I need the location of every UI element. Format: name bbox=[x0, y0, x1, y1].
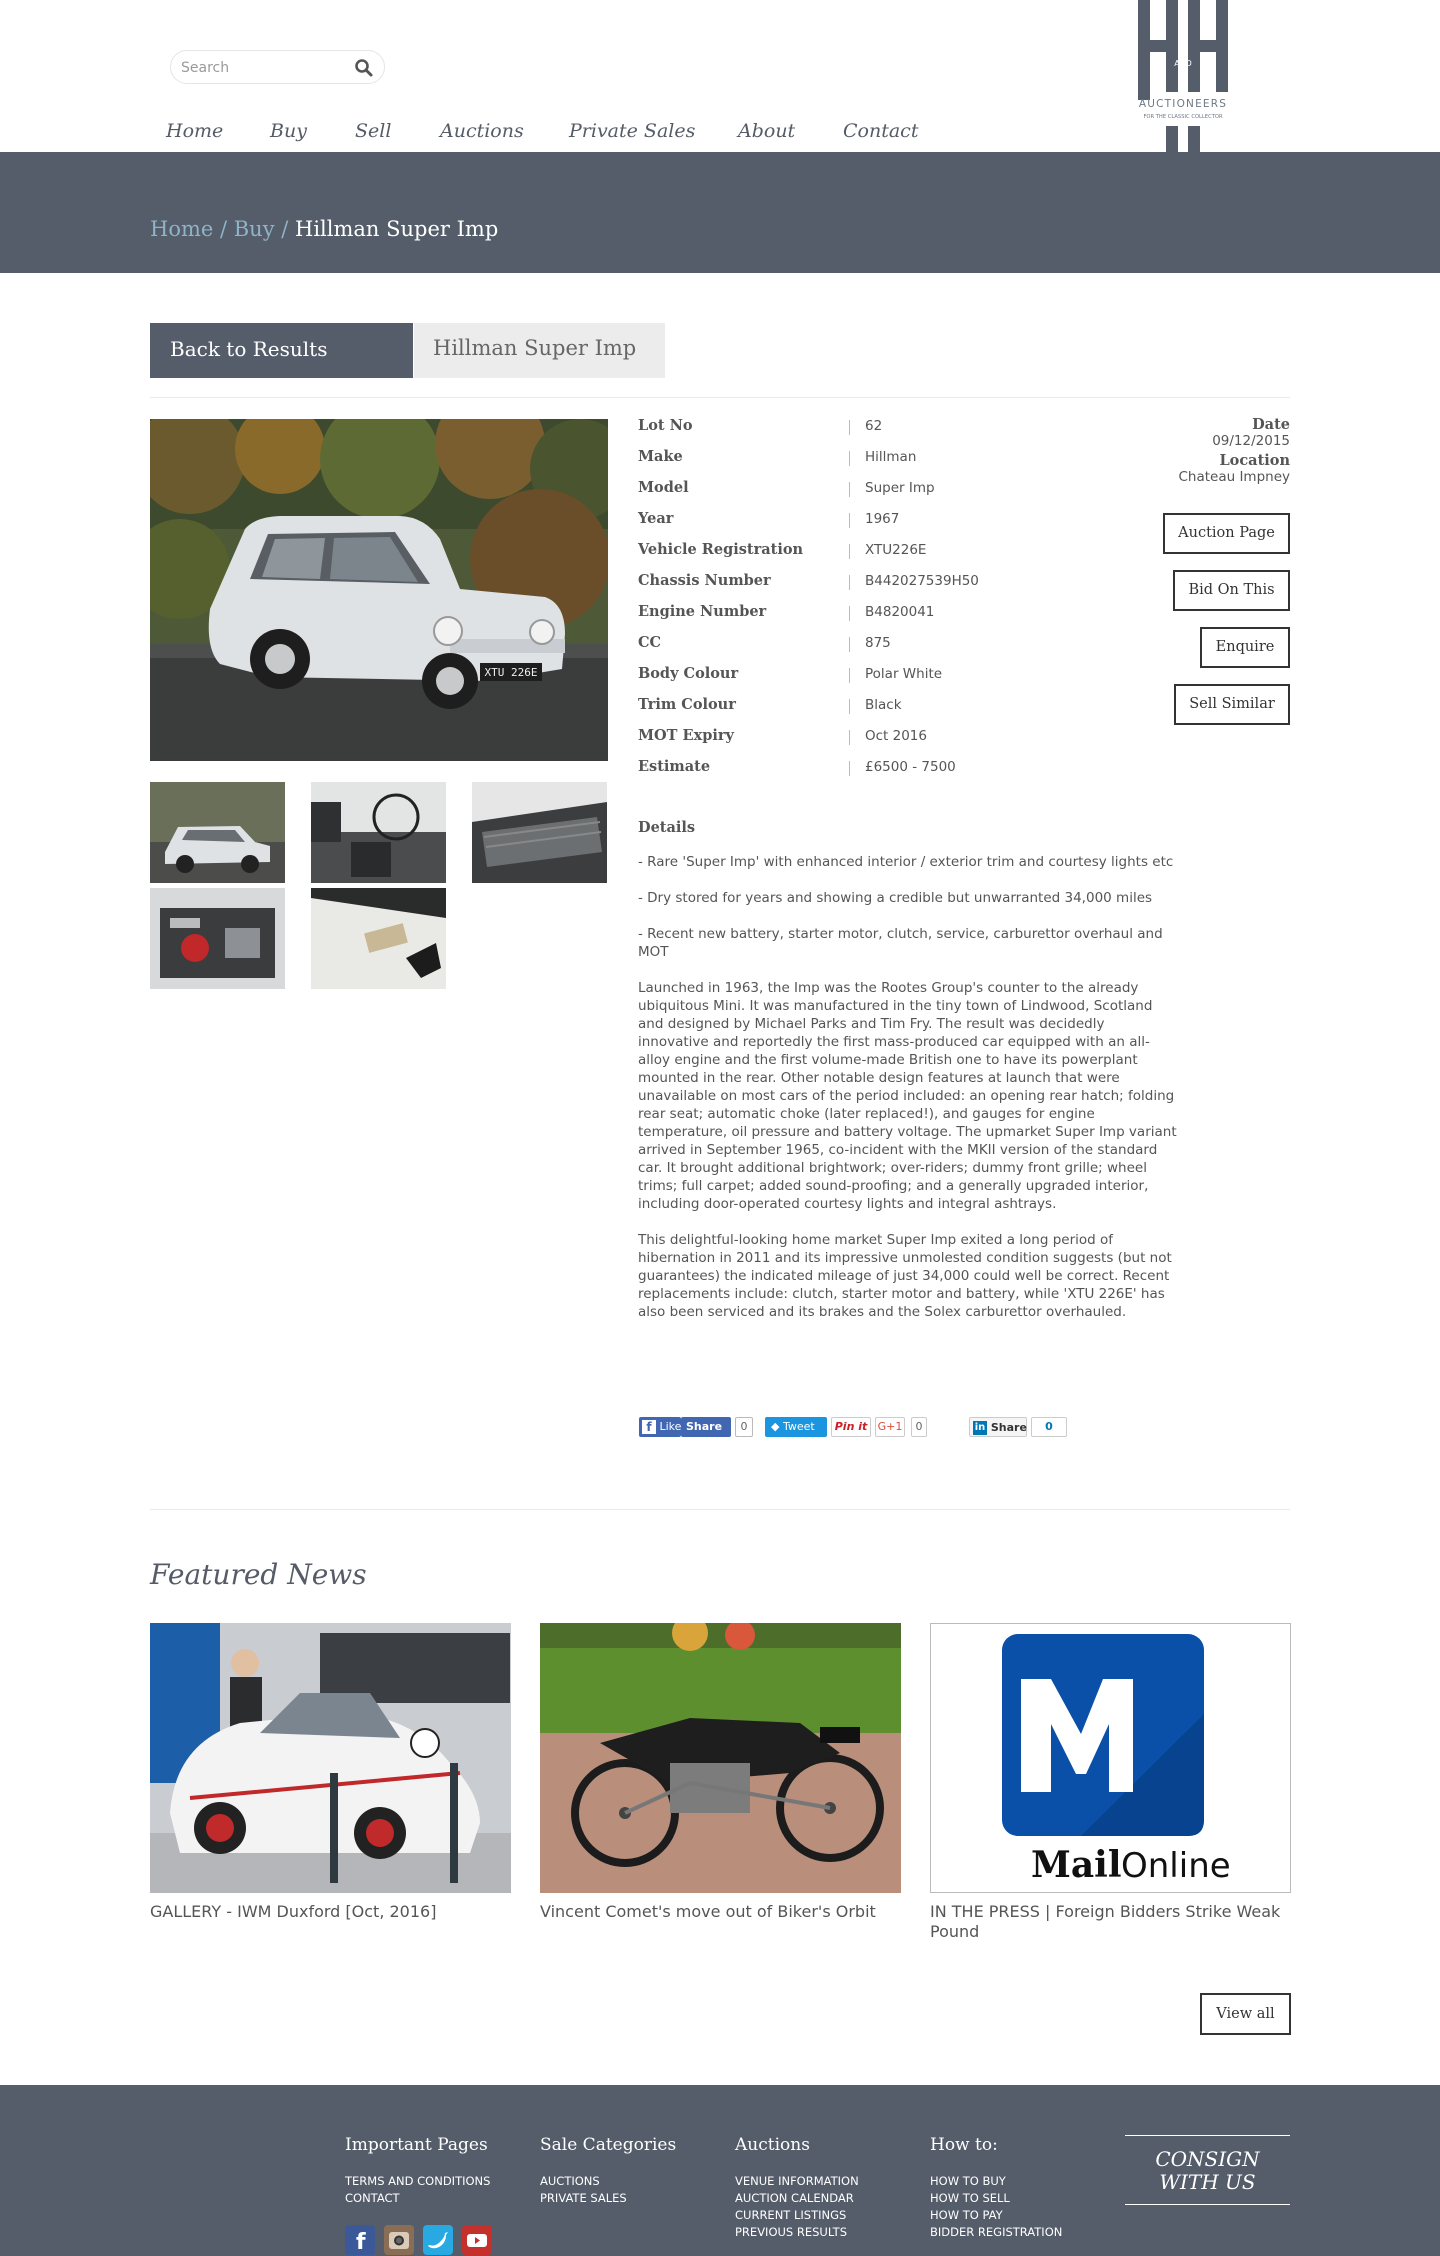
spec-value: B4820041 bbox=[865, 604, 935, 620]
spec-divider bbox=[849, 637, 850, 652]
details-paragraph: - Dry stored for years and showing a credible but unwarranted 34,000 miles bbox=[638, 890, 1153, 906]
page-banner bbox=[0, 152, 1440, 273]
nav-contact[interactable]: Contact bbox=[843, 120, 919, 142]
nav-auctions[interactable]: Auctions bbox=[440, 120, 524, 142]
thumbnail-rear-seat[interactable] bbox=[472, 782, 607, 883]
spec-divider bbox=[849, 699, 850, 714]
facebook-share-button[interactable]: Share bbox=[681, 1417, 731, 1437]
footer-link-terms[interactable]: TERMS AND CONDITIONS bbox=[345, 2174, 491, 2188]
instagram-icon[interactable] bbox=[384, 2225, 414, 2255]
news-caption[interactable]: GALLERY - IWM Duxford [Oct, 2016] bbox=[150, 1902, 437, 1921]
spec-row-year bbox=[638, 510, 1088, 534]
footer-link-current[interactable]: CURRENT LISTINGS bbox=[735, 2208, 847, 2222]
footer-link-how-to-buy[interactable]: HOW TO BUY bbox=[930, 2174, 1006, 2188]
footer-link-contact[interactable]: CONTACT bbox=[345, 2191, 400, 2205]
twitter-icon: ◆ bbox=[771, 1420, 780, 1433]
linkedin-icon: in bbox=[974, 1422, 986, 1433]
spec-label: Chassis Number bbox=[638, 572, 771, 589]
lot-details bbox=[638, 819, 1178, 1339]
date-value: 09/12/2015 bbox=[1212, 433, 1290, 449]
consign-with-us-button[interactable] bbox=[1125, 2135, 1290, 2205]
spec-row-cc bbox=[638, 634, 1088, 658]
spec-value: Oct 2016 bbox=[865, 728, 927, 744]
svg-text:f: f bbox=[356, 2230, 366, 2255]
location-label: Location bbox=[1219, 452, 1290, 469]
sell-similar-button[interactable]: Sell Similar bbox=[1174, 684, 1290, 725]
spec-row-engine bbox=[638, 603, 1088, 627]
facebook-icon: f bbox=[642, 1420, 656, 1434]
facebook-like-label: Like bbox=[659, 1420, 682, 1433]
spec-divider bbox=[849, 761, 850, 776]
nav-sell[interactable]: Sell bbox=[355, 120, 392, 142]
logo-tagline: FOR THE CLASSIC COLLECTOR bbox=[1143, 114, 1223, 120]
footer-heading: Important Pages bbox=[345, 2135, 488, 2155]
spec-row-registration bbox=[638, 541, 1088, 565]
breadcrumb-separator: / bbox=[274, 217, 296, 241]
news-image-mailonline[interactable] bbox=[930, 1623, 1291, 1893]
spec-label: Vehicle Registration bbox=[638, 541, 804, 558]
spec-divider bbox=[849, 420, 850, 435]
share-bar bbox=[639, 1417, 1069, 1439]
footer-link-bidder-registration[interactable]: BIDDER REGISTRATION bbox=[930, 2225, 1063, 2239]
details-paragraph: - Rare 'Super Imp' with enhanced interior / exterior trim and courtesy lights etc bbox=[638, 854, 1174, 870]
back-to-results-button[interactable]: Back to Results bbox=[150, 323, 413, 378]
facebook-like-button[interactable] bbox=[639, 1417, 681, 1437]
spec-divider bbox=[849, 606, 850, 621]
spec-value: 875 bbox=[865, 635, 891, 651]
spec-label: Engine Number bbox=[638, 603, 767, 620]
news-card[interactable] bbox=[150, 1623, 511, 1922]
spec-value: B442027539H50 bbox=[865, 573, 979, 589]
news-image-duxford[interactable] bbox=[150, 1623, 511, 1893]
footer-heading: Auctions bbox=[735, 2135, 810, 2155]
mailonline-light: Online bbox=[1121, 1846, 1231, 1886]
mailonline-bold: Mail bbox=[1031, 1844, 1122, 1886]
spec-value: £6500 - 7500 bbox=[865, 759, 956, 775]
news-card[interactable] bbox=[930, 1623, 1291, 1942]
footer-heading: How to: bbox=[930, 2135, 998, 2155]
details-paragraph: - Recent new battery, starter motor, clutch, service, carburettor overhaul and MOT bbox=[638, 926, 1163, 960]
details-paragraph: Launched in 1963, the Imp was the Rootes Group's counter to the already ubiquitous Mini. It was manufactured in the tiny town of Lindwood, Scotland and designed by Michael Parks and Tim Fry. The result was decidedly innovative and reportedly the first mass-produced car equipped with an all-alloy engine and the first volume-made British one to have its powerplant mounted in the rear. Other notable design features at launch that were unavailable on most cars of the period included: an opening rear hatch; folding rear seat; automatic choke (later replaced!), and gauges for engine temperature, oil pressure and battery voltage. The upmarket Super Imp variant arrived in September 1965, co-incident with the MKII version of the standard car. It brought additional brightwork; over-riders; dummy front grille; wheel trims; full carpet; added sound-proofing; and a generally upgraded interior, including door-operated courtesy lights and integral ashtrays. bbox=[638, 980, 1177, 1212]
search-icon[interactable] bbox=[354, 58, 374, 78]
nav-buy[interactable]: Buy bbox=[270, 120, 307, 142]
consign-line: WITH US bbox=[1159, 2170, 1256, 2194]
spec-label: CC bbox=[638, 634, 662, 651]
spec-row-body-colour bbox=[638, 665, 1088, 689]
spec-value: Black bbox=[865, 697, 902, 713]
divider bbox=[150, 1509, 1290, 1510]
spec-value: 1967 bbox=[865, 511, 900, 527]
site-footer bbox=[0, 2085, 1440, 2256]
facebook-share-count: 0 bbox=[735, 1417, 753, 1437]
search-box[interactable] bbox=[170, 50, 385, 84]
logo-and: AND bbox=[1174, 59, 1192, 68]
facebook-icon[interactable] bbox=[345, 2225, 375, 2255]
tweet-label: Tweet bbox=[782, 1420, 815, 1433]
linkedin-label: Share bbox=[990, 1421, 1027, 1434]
spec-label: Model bbox=[638, 479, 689, 496]
news-caption[interactable]: Vincent Comet's move out of Biker's Orbit bbox=[540, 1902, 876, 1921]
spec-value: 62 bbox=[865, 418, 883, 434]
spec-divider bbox=[849, 451, 850, 466]
spec-label: Make bbox=[638, 448, 683, 465]
details-paragraph: This delightful-looking home market Super Imp exited a long period of hibernation in 2011 and its impressive unmolested condition suggests (but not guarantees) the indicated mileage of just 34,000 could well be correct. Recent replacements include: clutch, starter motor and battery, while 'XTU 226E' has also been serviced and its brakes and the Solex carburettor overhauled. bbox=[638, 1232, 1172, 1320]
footer-link-private-sales[interactable]: PRIVATE SALES bbox=[540, 2191, 627, 2205]
thumbnail-boot[interactable] bbox=[311, 888, 446, 989]
nav-about[interactable]: About bbox=[738, 120, 796, 142]
breadcrumb-current: Hillman Super Imp bbox=[295, 217, 499, 241]
spec-row-trim-colour bbox=[638, 696, 1088, 720]
nav-private-sales[interactable]: Private Sales bbox=[569, 120, 696, 142]
thumbnail-dashboard[interactable] bbox=[311, 782, 446, 883]
spec-divider bbox=[849, 544, 850, 559]
google-plus-count: 0 bbox=[911, 1417, 927, 1437]
breadcrumb bbox=[150, 217, 498, 241]
auction-location bbox=[1178, 452, 1290, 485]
linkedin-share-button[interactable] bbox=[969, 1417, 1027, 1437]
spec-value: Hillman bbox=[865, 449, 917, 465]
pinterest-button[interactable]: Pin it bbox=[831, 1417, 871, 1437]
spec-label: MOT Expiry bbox=[638, 727, 734, 744]
tweet-button[interactable] bbox=[765, 1417, 827, 1437]
spec-label: Body Colour bbox=[638, 665, 739, 682]
thumbnail-engine[interactable] bbox=[150, 888, 285, 989]
google-plus-button[interactable]: G+1 bbox=[875, 1417, 905, 1437]
enquire-button[interactable]: Enquire bbox=[1200, 627, 1290, 668]
footer-link-previous[interactable]: PREVIOUS RESULTS bbox=[735, 2225, 847, 2239]
bid-on-this-button[interactable]: Bid On This bbox=[1173, 570, 1290, 611]
linkedin-count: 0 bbox=[1031, 1417, 1067, 1437]
breadcrumb-home[interactable]: Home bbox=[150, 217, 214, 241]
breadcrumb-buy[interactable]: Buy bbox=[233, 217, 275, 241]
divider bbox=[150, 397, 1290, 398]
logo-name: AUCTIONEERS bbox=[1138, 98, 1228, 110]
site-header bbox=[0, 0, 1440, 152]
spec-label: Lot No bbox=[638, 417, 693, 434]
spec-row-lot bbox=[638, 417, 1088, 441]
news-caption[interactable]: IN THE PRESS | Foreign Bidders Strike Weak Pound bbox=[930, 1902, 1281, 1941]
spec-label: Trim Colour bbox=[638, 696, 736, 713]
spec-value: XTU226E bbox=[865, 542, 927, 558]
main-vehicle-photo[interactable] bbox=[150, 419, 608, 761]
footer-sale-categories bbox=[540, 2135, 676, 2207]
spec-divider bbox=[849, 482, 850, 497]
spec-row-mot bbox=[638, 727, 1088, 751]
footer-link-venue[interactable]: VENUE INFORMATION bbox=[735, 2174, 859, 2188]
footer-link-how-to-sell[interactable]: HOW TO SELL bbox=[930, 2191, 1010, 2205]
spec-label: Year bbox=[638, 510, 674, 527]
twitter-icon[interactable] bbox=[423, 2225, 453, 2255]
footer-heading: Sale Categories bbox=[540, 2135, 677, 2155]
number-plate: XTU 226E bbox=[484, 666, 538, 679]
spec-row-estimate bbox=[638, 758, 1088, 782]
auction-page-button[interactable]: Auction Page bbox=[1163, 513, 1290, 554]
auction-date bbox=[1212, 416, 1290, 449]
footer-link-calendar[interactable]: AUCTION CALENDAR bbox=[735, 2191, 854, 2205]
spec-divider bbox=[849, 730, 850, 745]
featured-news-heading: Featured News bbox=[150, 1558, 367, 1591]
footer-how-to bbox=[930, 2135, 1062, 2241]
spec-value: Polar White bbox=[865, 666, 943, 682]
hh-auctioneers-logo[interactable] bbox=[1138, 0, 1256, 152]
breadcrumb-separator: / bbox=[213, 217, 234, 241]
location-value: Chateau Impney bbox=[1178, 469, 1290, 485]
footer-link-how-to-pay[interactable]: HOW TO PAY bbox=[930, 2208, 1003, 2222]
date-label: Date bbox=[1252, 416, 1290, 433]
spec-row-model bbox=[638, 479, 1088, 503]
spec-divider bbox=[849, 575, 850, 590]
news-card[interactable] bbox=[540, 1623, 901, 1922]
tab-vehicle-title: Hillman Super Imp bbox=[414, 323, 665, 378]
spec-divider bbox=[849, 668, 850, 683]
footer-auctions bbox=[735, 2135, 859, 2241]
search-input[interactable] bbox=[181, 58, 346, 78]
spec-row-make bbox=[638, 448, 1088, 472]
view-all-button[interactable]: View all bbox=[1200, 1993, 1291, 2035]
consign-line: CONSIGN bbox=[1155, 2147, 1260, 2171]
details-heading: Details bbox=[638, 819, 696, 836]
youtube-icon[interactable] bbox=[462, 2225, 492, 2255]
footer-important-pages bbox=[345, 2135, 490, 2207]
spec-row-chassis bbox=[638, 572, 1088, 596]
spec-label: Estimate bbox=[638, 758, 711, 775]
spec-value: Super Imp bbox=[865, 480, 935, 496]
news-image-vincent[interactable] bbox=[540, 1623, 901, 1893]
nav-home[interactable]: Home bbox=[166, 120, 224, 142]
footer-link-auctions[interactable]: AUCTIONS bbox=[540, 2174, 600, 2188]
thumbnail-exterior[interactable] bbox=[150, 782, 285, 883]
spec-divider bbox=[849, 513, 850, 528]
